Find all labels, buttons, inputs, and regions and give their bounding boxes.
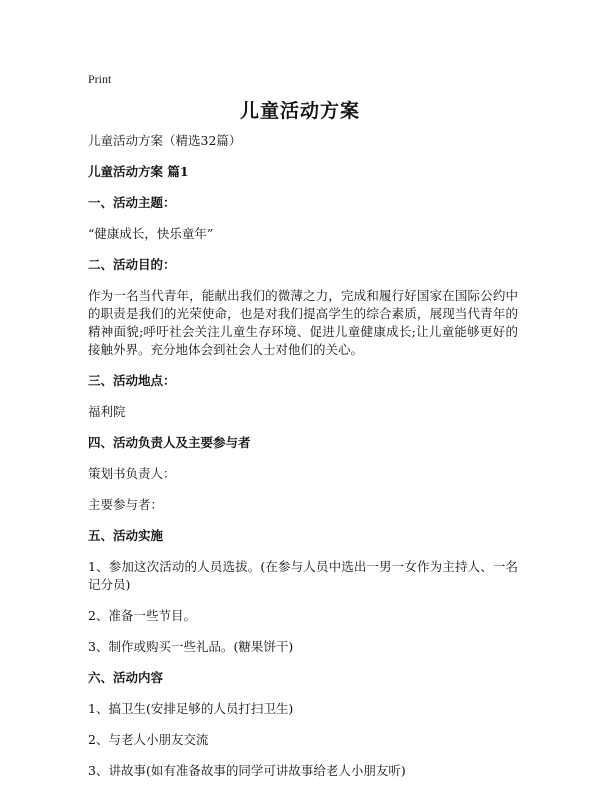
planner-text: 策划书负责人： <box>88 466 176 481</box>
implementation-item-1: 1、参加这次活动的人员选拔。(在参与人员中选出一男一女作为主持人、一名记分员) <box>88 559 518 592</box>
content-item-2: 2、与老人小朋友交流 <box>88 732 209 747</box>
content-item-3: 3、讲故事(如有准备故事的同学可讲故事给老人小朋友听) <box>88 763 406 778</box>
section-heading-people: 四、活动负责人及主要参与者 <box>88 435 251 450</box>
content-item-1: 1、搞卫生(安排足够的人员打扫卫生) <box>88 701 294 716</box>
location-text: 福利院 <box>88 404 126 419</box>
doc-subtitle: 儿童活动方案（精选32篇） <box>88 133 242 148</box>
document-body <box>88 132 518 793</box>
participants-text: 主要参与者： <box>88 497 164 512</box>
implementation-item-2: 2、准备一些节目。 <box>88 608 196 623</box>
theme-text: “健康成长，快乐童年” <box>88 226 214 241</box>
section-heading-implementation: 五、活动实施 <box>88 528 164 543</box>
implementation-item-3: 3、制作或购买一些礼品。(糖果饼干) <box>88 639 294 654</box>
purpose-text: 作为一名当代青年，能献出我们的微薄之力，完成和履行好国家在国际公约中的职责是我们的光荣使命，也是对我们提高学生的综合素质，展现当代青年的精神面貌;呼吁社会关注儿童生存环境、促进儿童健康成长;让儿童能够更好的接触外界。充分地体会到社会人士对他们的关心。 <box>88 288 518 357</box>
section-heading-part1: 儿童活动方案 篇1 <box>88 164 189 179</box>
section-heading-theme: 一、活动主题： <box>88 195 176 210</box>
document-title: 儿童活动方案 <box>239 100 360 122</box>
print-label: Print <box>88 72 112 86</box>
section-heading-location: 三、活动地点： <box>88 373 176 388</box>
section-heading-content: 六、活动内容 <box>88 670 164 685</box>
section-heading-purpose: 二、活动目的： <box>88 257 176 272</box>
